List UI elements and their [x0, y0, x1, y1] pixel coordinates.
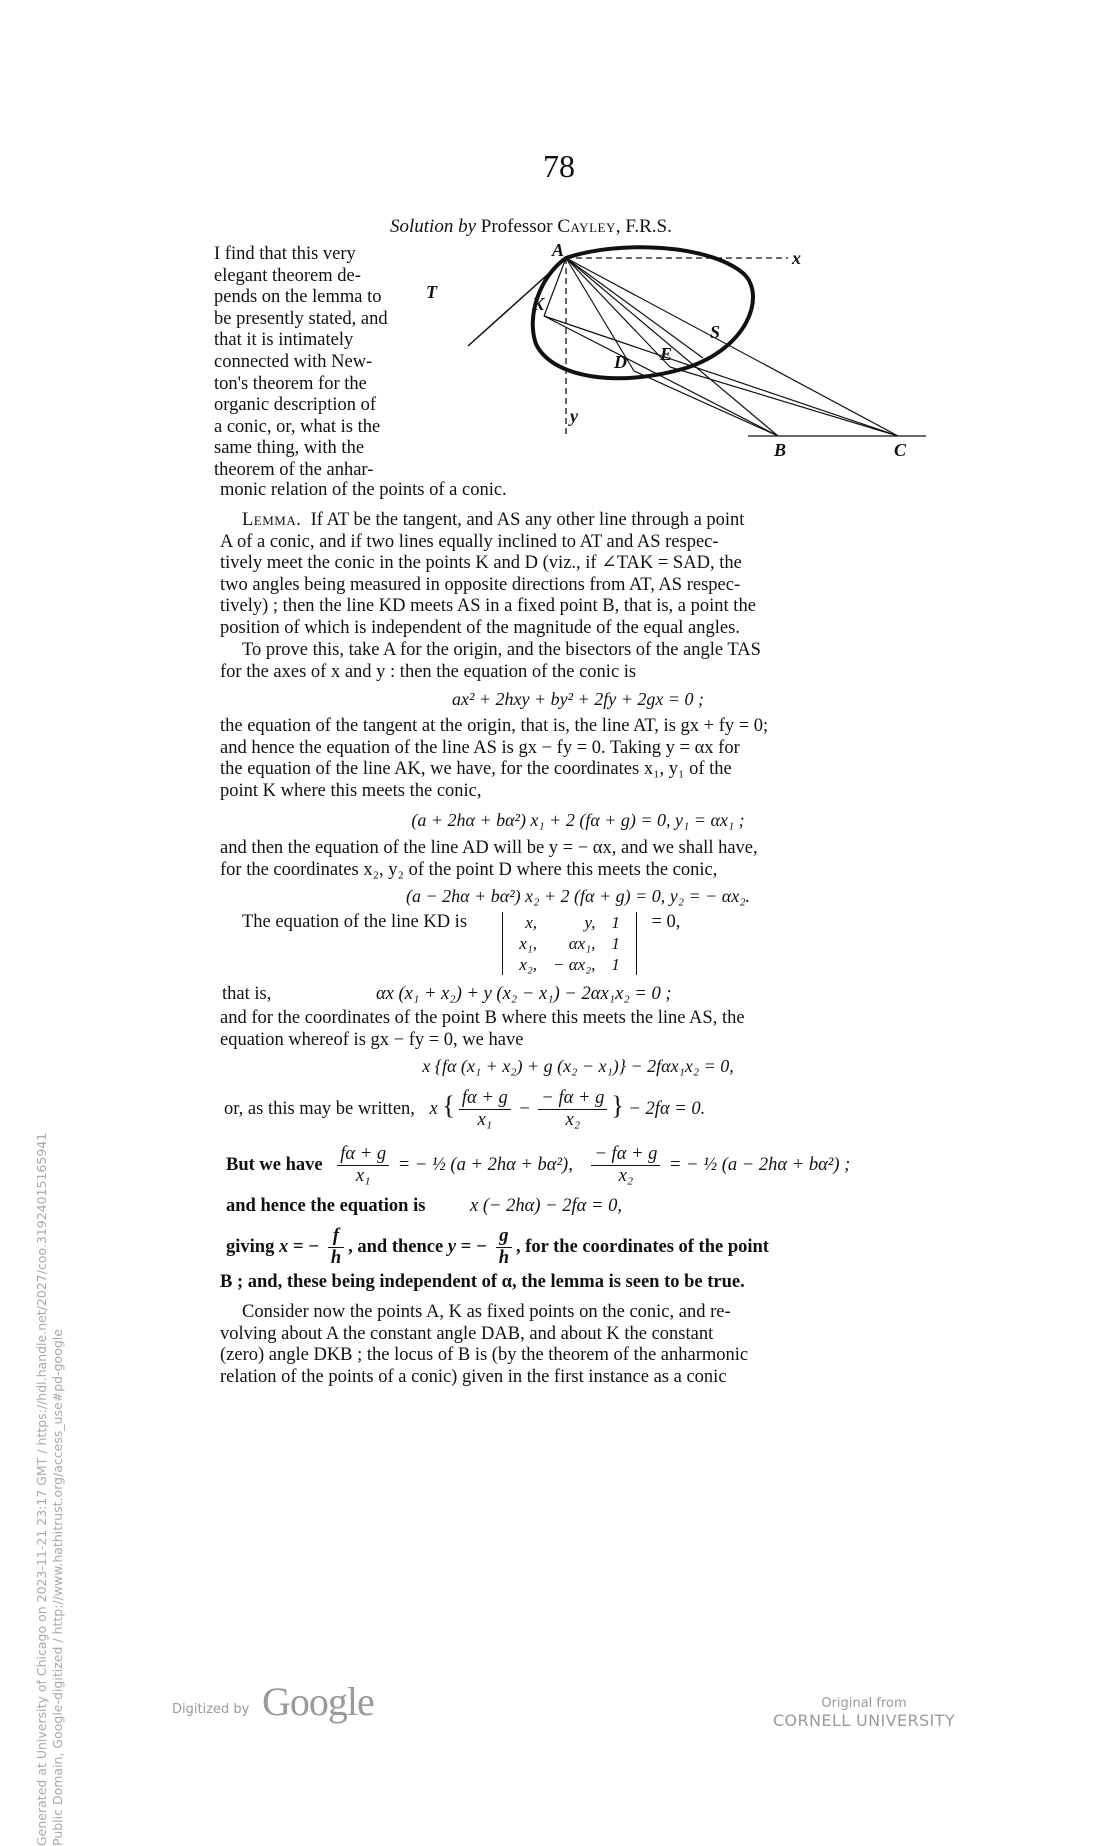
lemma-conclusion: B ; and, these being independent of α, the lemma is seen to be true. [220, 1272, 745, 1292]
digitized-by-label: Digitized by [172, 1702, 250, 1717]
original-from-label: Original from [821, 1696, 907, 1711]
intro-line: organic description of [214, 395, 377, 416]
result-2: = − ½ (a − 2hα + bα²) ; [669, 1154, 851, 1175]
label-y: y [570, 406, 578, 426]
denominator: h [498, 1248, 509, 1268]
written-lead: x [429, 1098, 438, 1119]
intro-line: same thing, with the [214, 438, 365, 459]
det-cell: − αx₂, [553, 955, 596, 974]
lemma-title: Lemma. [242, 510, 302, 530]
tangent-line [468, 258, 566, 346]
proof-line: and hence the equation of the line AS is gx − fy = 0. Taking y = αx for [220, 737, 740, 758]
proof-paragraph-1 [220, 640, 936, 683]
watermark-line: Public Domain, Google-digitized / http://www.hathitrust.org/access_use#pd-google [50, 1329, 65, 1846]
author-name: Cayley [557, 216, 616, 237]
that-is-label: that is, [222, 984, 272, 1004]
lemma-paragraph [220, 510, 936, 640]
label-B: B [774, 440, 787, 460]
line-DB [634, 371, 778, 436]
label-E: E [660, 344, 673, 364]
intro-line: ton's theorem for the [214, 373, 367, 394]
side-watermark [34, 346, 66, 1846]
lemma-line: If AT be the tangent, and AS any other line through a point [310, 510, 745, 530]
fraction [496, 1226, 512, 1269]
proof-line: equation whereof is gx − fy = 0, we have [220, 1029, 524, 1050]
line-AE [566, 258, 673, 367]
hence-row [226, 1196, 622, 1217]
lemma-line: tively meet the conic in the points K and D (viz., if ∠TAK = SAD, the [220, 553, 742, 574]
line-AS [566, 258, 703, 358]
denominator: x₂ [618, 1166, 634, 1186]
det-cell: 1 [611, 934, 620, 953]
original-from-block [744, 1696, 984, 1730]
label-A: A [552, 240, 565, 260]
intro-line: connected with New- [214, 351, 373, 372]
intro-line: theorem of the anhar- [214, 459, 374, 480]
that-is-row [222, 984, 672, 1005]
proof-line: and for the coordinates of the point B where this meets the line AS, the [220, 1008, 745, 1028]
intro-line: I find that this very [214, 244, 356, 264]
giving-row [226, 1226, 769, 1269]
equation-point-d: (a − 2hα + bα²) x₂ + 2 (fα + g) = 0, y₂ = − αx₂. [406, 886, 750, 906]
fraction [328, 1226, 344, 1269]
proof-line: for the axes of x and y : then the equation of the conic is [220, 661, 637, 682]
hence-label: and hence the equation is [226, 1196, 426, 1216]
proof-line: the equation of the line AK, we have, for the coordinates x₁, y₁ of the [220, 759, 732, 780]
det-cell: αx₁, [568, 934, 596, 953]
label-T: T [426, 282, 437, 302]
fraction [337, 1144, 389, 1187]
heading-suffix: , F.R.S. [615, 216, 672, 237]
heading-prefix: Solution by [390, 216, 477, 237]
intro-line: be presently stated, and [214, 308, 388, 329]
minus-sign: − [519, 1098, 530, 1119]
label-S: S [710, 322, 721, 342]
label-x: x [792, 248, 801, 268]
closing-line: relation of the points of a conic) given in the first instance as a conic [220, 1366, 727, 1387]
proof-line: the equation of the tangent at the origin, that is, the line AT, is gx + fy = 0; [220, 716, 769, 736]
written-row: or, as this may be written, x { $\frac{f\alpha + g}{\text{x₁}}$ − $\frac{- f\alpha + g}{\text{x₂}}$ } − 2fα = 0. [224, 1088, 706, 1130]
det-cell: 1 [611, 913, 620, 932]
giving-word: giving [226, 1236, 275, 1257]
equation-point-b: x {fα (x₁ + x₂) + g (x₂ − x₁)} − 2fαx₁x₂ = 0, [422, 1056, 734, 1076]
lemma-line: tively) ; then the line KD meets AS in a fixed point B, that is, a point the [220, 596, 756, 617]
denominator: x₂ [565, 1110, 581, 1130]
proof-paragraph-3 [220, 838, 936, 881]
but-we-row [226, 1144, 850, 1187]
determinant-label: The equation of the line KD is [242, 912, 468, 932]
numerator: g [496, 1226, 512, 1248]
determinant-rhs: = 0, [651, 912, 681, 932]
numerator: f [328, 1226, 344, 1248]
determinant-row [242, 912, 680, 975]
proof-line: and then the equation of the line AD will be y = − αx, and we shall have, [220, 838, 758, 858]
numerator: fα + g [337, 1144, 389, 1166]
det-cell: 1 [611, 955, 620, 974]
institution-name: CORNELL UNIVERSITY [772, 1711, 956, 1730]
intro-line: pends on the lemma to [214, 287, 382, 308]
giving-mid: , and thence [348, 1236, 444, 1257]
det-cell: x, [525, 913, 537, 932]
intro-paragraph [214, 244, 444, 482]
det-cell: y, [584, 913, 596, 932]
proof-paragraph-4 [220, 1008, 936, 1051]
fraction [538, 1088, 607, 1131]
label-C: C [894, 440, 907, 460]
lemma-line: position of which is independent of the magnitude of the equal angles. [220, 617, 740, 638]
proof-paragraph-2 [220, 716, 936, 802]
but-we-label: But we have [226, 1154, 323, 1175]
intro-tail: monic relation of the points of a conic. [220, 480, 507, 500]
proof-line: To prove this, take A for the origin, and the bisectors of the angle TAS [242, 640, 761, 660]
closing-paragraph [220, 1302, 936, 1388]
equation-point-k: (a + 2hα + bα²) x₁ + 2 (fα + g) = 0, y₁ = αx₁ ; [411, 810, 745, 830]
equation-kd: αx (x₁ + x₂) + y (x₂ − x₁) − 2αx₁x₂ = 0 ; [375, 984, 672, 1004]
numerator: − fα + g [538, 1088, 607, 1110]
label-K: K [532, 294, 545, 314]
line-EC [670, 367, 898, 436]
numerator: − fα + g [591, 1144, 660, 1166]
google-logo: Google [262, 1679, 374, 1724]
label-D: D [614, 352, 627, 372]
page-number: 78 [543, 148, 575, 184]
written-tail: − 2fα = 0. [628, 1098, 706, 1119]
intro-line: a conic, or, what is the [214, 416, 381, 437]
giving-x: x = − [278, 1236, 320, 1257]
denominator: h [330, 1248, 342, 1268]
written-label: or, as this may be written, [224, 1098, 415, 1119]
hence-equation: x (− 2hα) − 2fα = 0, [470, 1196, 622, 1216]
conic-figure [426, 236, 928, 466]
giving-end: , for the coordinates of the point [515, 1236, 769, 1257]
closing-line: Consider now the points A, K as fixed points on the conic, and re- [242, 1302, 731, 1322]
equation-conic: ax² + 2hxy + by² + 2fy + 2gx = 0 ; [452, 689, 704, 709]
heading-rest: Professor [480, 216, 553, 237]
fraction [459, 1088, 511, 1131]
proof-line: for the coordinates x₂, y₂ of the point D where this meets the conic, [220, 859, 718, 880]
det-cell: x₂, [519, 955, 537, 974]
intro-line: that it is intimately [214, 330, 354, 351]
solution-heading [390, 216, 672, 238]
denominator: x₁ [477, 1110, 493, 1130]
lemma-line: A of a conic, and if two lines equally inclined to AT and AS respec- [220, 531, 719, 552]
watermark-line: Generated at University of Chicago on 2023-11-21 23:17 GMT / https://hdl.handle.net/2027/coo.31924015165941 [34, 1132, 49, 1846]
result-1: = − ½ (a + 2hα + bα²), [397, 1154, 573, 1175]
lemma-line: two angles being measured in opposite directions from AT, AS respec- [220, 574, 741, 595]
closing-line: volving about A the constant angle DAB, and about K the constant [220, 1323, 714, 1344]
det-cell: x₁, [519, 934, 537, 953]
denominator: x₁ [355, 1166, 371, 1186]
fraction [591, 1144, 660, 1187]
proof-line: point K where this meets the conic, [220, 780, 482, 801]
giving-y: y = − [447, 1236, 488, 1257]
line-AC [566, 258, 898, 436]
intro-line: elegant theorem de- [214, 265, 361, 286]
closing-line: (zero) angle DKB ; the locus of B is (by the theorem of the anharmonic [220, 1345, 749, 1366]
numerator: fα + g [459, 1088, 511, 1110]
line-KB [544, 316, 778, 436]
determinant [502, 912, 637, 975]
